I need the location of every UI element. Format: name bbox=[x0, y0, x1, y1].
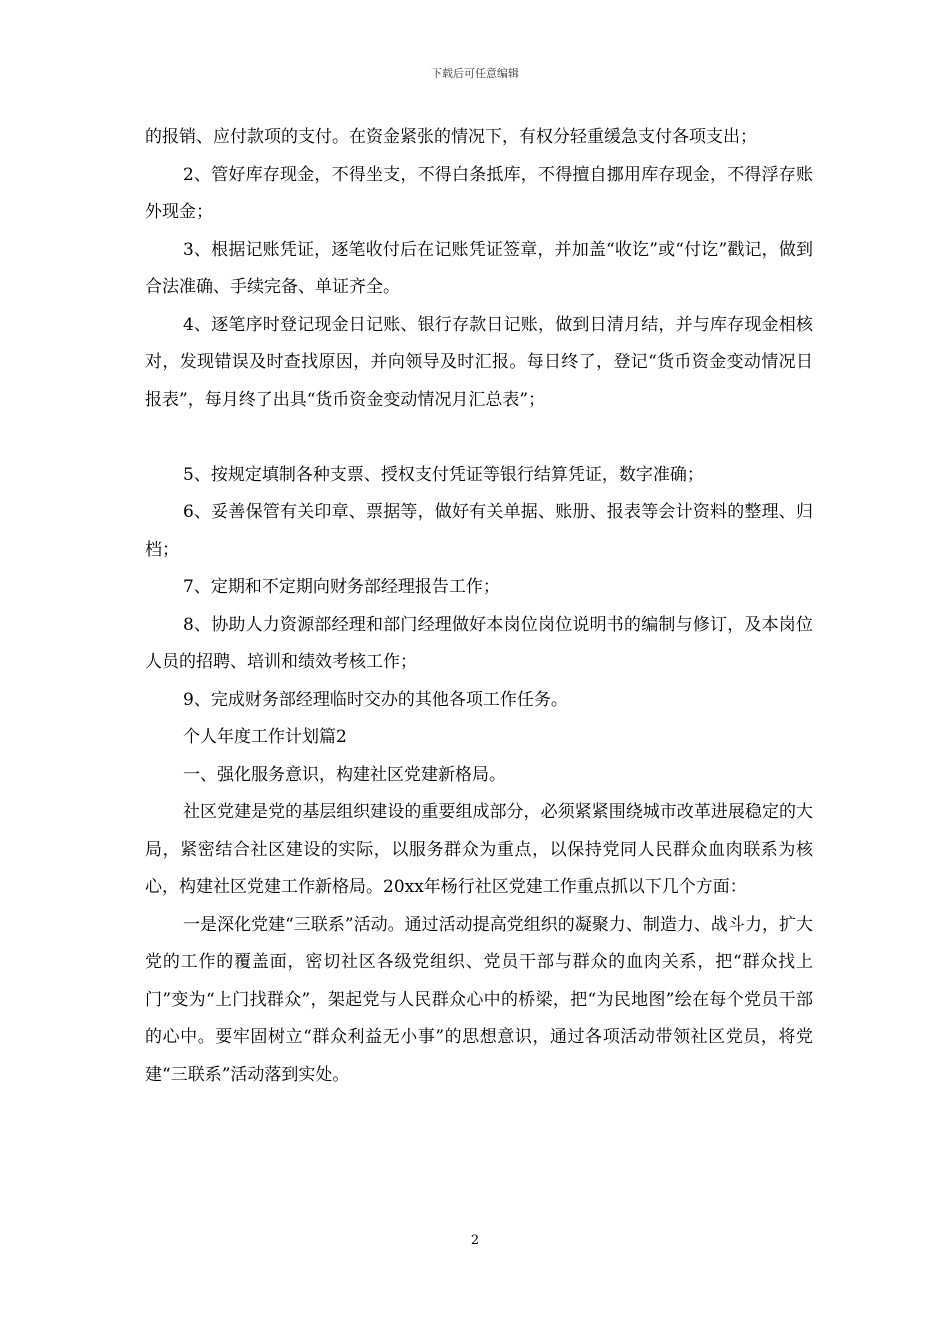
page-header: 下载后可任意编辑 bbox=[431, 67, 519, 80]
paragraph: 9、完成财务部经理临时交办的其他各项工作任务。 bbox=[183, 689, 568, 710]
paragraph: 一是深化党建“三联系”活动。通过活动提高党组织的凝聚力、制造力、战斗力，扩大党的工作的覆盖面，密切社区各级党组织、党员干部与群众的血肉关系，把“群众找上门”变为“上门找群众”，架起党与人民群众心中的桥梁，把“为民地图”绘在每个党员干部的心中。要牢固树立“群众利益无小事”的思想意识，通过各项活动带领社区党员，将党建“三联系”活动落到实处。 bbox=[145, 914, 813, 1085]
paragraph: 社区党建是党的基层组织建设的重要组成部分，必须紧紧围绕城市改革进展稳定的大局，紧密结合社区建设的实际，以服务群众为重点，以保持党同人民群众血肉联系为核心，构建社区党建工作新格局。20xx年杨行社区党建工作重点抓以下几个方面： bbox=[145, 802, 813, 897]
paragraph: 8、协助人力资源部经理和部门经理做好本岗位岗位说明书的编制与修订，及本岗位人员的招聘、培训和绩效考核工作； bbox=[145, 614, 813, 672]
section-heading: 个人年度工作计划篇2 bbox=[183, 727, 347, 747]
document-body bbox=[145, 119, 813, 1094]
paragraph: 2、管好库存现金，不得坐支，不得白条抵库，不得擅自挪用库存现金，不得浮存账外现金； bbox=[145, 164, 813, 222]
paragraph: 3、根据记账凭证，逐笔收付后在记账凭证签章，并加盖“收讫”或“付讫”戳记，做到合法准确、手续完备、单证齐全。 bbox=[145, 239, 813, 297]
page-number: 2 bbox=[470, 1233, 480, 1248]
paragraph: 7、定期和不定期向财务部经理报告工作； bbox=[183, 577, 500, 597]
paragraph: 5、按规定填制各种支票、授权支付凭证等银行结算凭证，数字准确； bbox=[183, 464, 704, 485]
paragraph: 6、妥善保管有关印章、票据等，做好有关单据、账册、报表等会计资料的整理、归档； bbox=[145, 502, 813, 560]
paragraph: 的报销、应付款项的支付。在资金紧张的情况下，有权分轻重缓急支付各项支出； bbox=[145, 127, 757, 147]
paragraph: 4、逐笔序时登记现金日记账、银行存款日记账，做到日清月结，并与库存现金相核对，发现错误及时查找原因，并向领导及时汇报。每日终了，登记“货币资金变动情况日报表”，每月终了出具“货币资金变动情况月汇总表”； bbox=[145, 314, 813, 410]
subsection-heading: 一、强化服务意识，构建社区党建新格局。 bbox=[183, 764, 506, 785]
